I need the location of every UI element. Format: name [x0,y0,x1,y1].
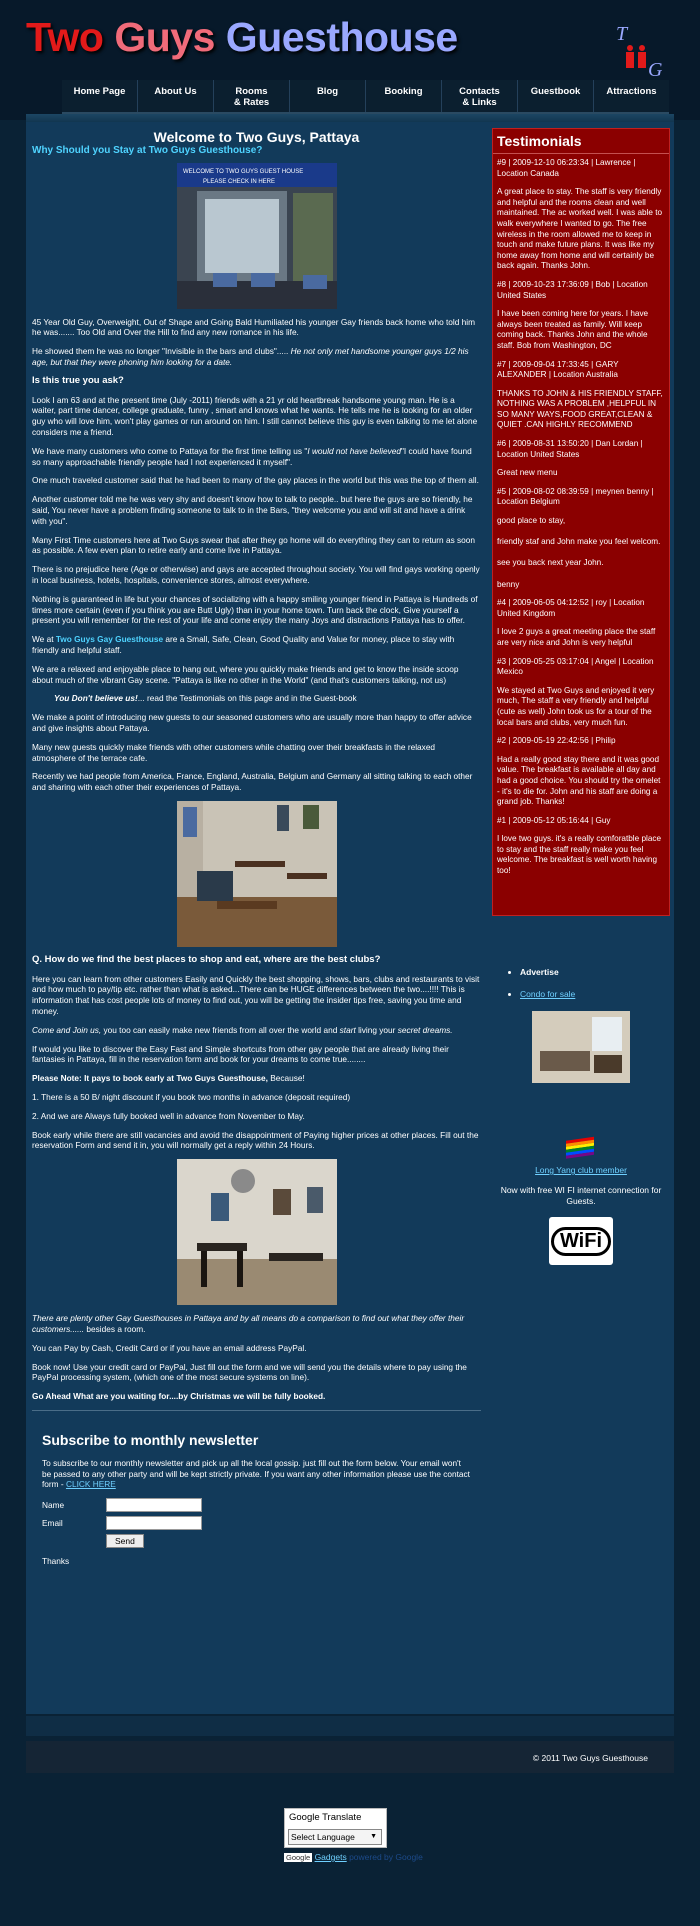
name-label: Name [42,1499,65,1510]
paragraph-16: Here you can learn from other customers Easily and Quickly the best shopping, shows, bars, clubs and restaurants to visit and how much to pay/tip etc. rather than what is asked...There can be HUGE differences between the two....!!!! This is information that has cost people lots of money to find out, you will be getting the insider tips free, saving you time and money. [32,973,480,1017]
paragraph-9: Nothing is guaranteed in life but your chances of socializing with a happy smiling younger friend in Pattaya is Hundreds of times more certain (even if you think you are Butt Ugly) than in your home town. Turn back the clock, Give yourself a present you will remember for the rest of your life and come enjoy the many Joys and distractions Pattaya has to offer. [32,593,478,626]
testimonial-head: #4 | 2009-06-05 04:12:52 | roy | Location United Kingdom [497,598,645,618]
footer-band [26,1716,674,1736]
question-1: Is this true you ask? [32,374,124,386]
p10-part-a: We at [32,634,56,645]
google-translate-widget [284,1808,387,1848]
condo-item [520,989,670,999]
question-2: Q. How do we find the best places to shop and eat, where are the best clubs? [32,953,381,965]
paragraph-7: Many First Time customers here at Two Guys swear that after they go home will do everything they can to return as soon as possible. A few even plan to retire early and come live in Pattaya. [32,534,476,556]
testimonial-body: I love 2 guys a great meeting place the staff are very nice and John is very helpful [497,627,656,647]
testimonial-head: #6 | 2009-08-31 13:50:20 | Dan Lordan | Location United States [497,439,643,459]
send-row [42,1534,471,1548]
paragraph-15: Recently we had people from America, France, England, Australia, Belgium and Germany all sitting talking to each other and sharing with each other their experiences of Pattaya. [32,771,473,793]
testimonial-head: #3 | 2009-05-25 03:17:04 | Angel | Location Mexico [497,656,654,677]
divider [32,1410,481,1411]
newsletter-thanks: Thanks [42,1556,70,1567]
svg-text:G: G [648,59,663,78]
page-subtitle: Why Should you Stay at Two Guys Guesthouse? [32,144,263,156]
paragraph-22: Book now! Use your credit card or PayPal, Just fill out the form and we will send you the details where to pay using the PayPal processing system, (which one of the most secure systems on line). [32,1361,467,1383]
paragraph-17 [32,1025,481,1036]
intro-paragraph: 45 Year Old Guy, Overweight, Out of Shape and Going Bald Humiliated his younger Gay friends back home who told him he was....... Too Old and Over the Hill to find any new romance in his life. [32,316,476,338]
p20-italic: There are plenty other Gay Guesthouses in Pattaya and by all means do a comparison to find out what they offer their customers...... [32,1313,465,1335]
wifi-logo [549,1217,613,1265]
club-section [492,1133,670,1265]
logo-word-2: Guys [114,14,215,60]
advertise-list [492,967,670,999]
advertise-label: Advertise [520,967,559,977]
paragraph-4 [32,446,481,468]
nav-home-label: Home Page [73,86,126,97]
nav-guestbook-label: Guestbook [530,86,581,97]
note-bold: Please Note: It pays to book early at Two Guys Guesthouse, [32,1073,268,1084]
paragraph-6: Another customer told me he was very shy and doesn't know how to talk to people.. but here the guys are so friendly, he said, You never have a problem finding someone to talk to in the Bars, "they welcome you and will sit and have a drink with you". [32,494,473,526]
advertise-heading [520,967,670,977]
note-tail: Because! [267,1073,305,1084]
name-row [42,1498,471,1512]
cafe-interior-photo [177,801,337,947]
testimonials-title: Testimonials [493,129,669,154]
paragraph-19: Book early while there are still vacancies and avoid the disappointment of Paying higher prices at other places. Fill out the reservation Form and send it in, you will normally get a reply within 24 Hours. [32,1129,479,1151]
testimonial-body: THANKS TO JOHN & HIS FRIENDLY STAFF, NOTHING WAS A PROBLEM ,HELPFUL IN SO MANY WAYS,FOOD GREAT,CLEAN & QUIET .CAN HIGHLY RECOMMEND [497,388,663,430]
testimonial-body: We stayed at Two Guys and enjoyed it very much, The staff a very friendly and helpful (cute as well) John took us for a tour of the local bars and clubs, very much fun. [497,685,655,727]
paragraph-14: Many new guests quickly make friends with other customers while chatting over their breakfasts in the relaxed atmosphere of the terrace cafe. [32,741,436,763]
email-label: Email [42,1517,63,1528]
nav-blog[interactable] [290,80,366,112]
p2-part-b: He not only met handsome younger guys 1/2 his age, but that they were phoning him looking for a date. [32,346,469,367]
testimonial-body: good place to stay, friendly staf and John make you feel welcom. see you back next year John. benny [497,516,661,589]
p17-part-e: secret dreams. [397,1024,453,1035]
paragraph-21: You can Pay by Cash, Credit Card or if you have an email address PayPal. [32,1342,307,1353]
p4-part-b: I would not have believed [307,445,401,456]
newsletter-text [42,1458,471,1490]
logo-word-1: Two [26,14,104,60]
nav-rooms[interactable] [214,80,290,112]
guesthouse-front-photo [177,163,337,309]
club-link[interactable]: Long Yang club member [535,1165,627,1175]
newsletter-title: Subscribe to monthly newsletter [42,1432,259,1449]
nav-attractions-label: Attractions [606,86,657,97]
nav-contacts-label: Contacts [459,86,500,97]
paragraph-10 [32,634,481,656]
newsletter-section [32,1432,481,1567]
main-nav [62,80,669,114]
paragraph-13: We make a point of introducing new guests to our seasoned customers who are usually more than happy to offer advice and give insights about Pattaya. [32,712,472,733]
send-button[interactable]: Send [106,1534,144,1548]
main-column [26,128,487,1575]
google-logo-icon: Google [286,1853,311,1862]
language-select[interactable] [288,1829,382,1845]
language-select-label: Select Language [291,1832,355,1842]
gadgets-link[interactable]: Gadgets [314,1852,347,1862]
testimonial-head: #9 | 2009-12-10 06:23:34 | Lawrence | Location Canada [497,158,636,178]
testimonials-list [493,154,669,889]
wifi-icon: WiFi [551,1227,611,1256]
p12-part-a: You Don't believe us! [54,693,138,704]
benefit-1: 1. There is a 50 B/ night discount if you book two months in advance (deposit required) [32,1092,351,1103]
p17-part-b: you too can easily make new friends from all over the world and [101,1024,340,1035]
paragraph-3: Look I am 63 and at the present time (July -2011) friends with a 21 yr old heartbreak handsome young man. He is a waiter, part time dancer, college graduate, funny , smart and knows what he wants. He tells me he is looking for an older guy who will love him, won't play games or run around on him. I still cannot believe this guy is even talking to me let alone considers me a friend. [32,394,478,437]
p4-part-c: "I could have found so many approachable friendly people had I not experienced it myself". [32,445,472,467]
nav-underline [26,114,674,122]
header [0,0,700,120]
nav-contacts[interactable] [442,80,518,112]
nav-blog-label: Blog [316,86,339,97]
email-row [42,1516,471,1530]
copyright-bar [26,1741,674,1773]
nav-home[interactable] [62,80,138,112]
nav-booking[interactable] [366,80,442,112]
page-title: Welcome to Two Guys, Pattaya [153,129,360,145]
testimonial-body: I love two guys. it's a really comforatble place to stay and the staff really make you feel welcome. The breakfast is well worth having too! [497,834,662,876]
paragraph-2 [32,346,481,368]
name-input[interactable] [106,1498,202,1512]
benefit-2: 2. And we are Always fully booked well in advance from November to May. [32,1110,305,1121]
rainbow-flag-icon [564,1133,598,1159]
paragraph-18: If would you like to discover the Easy Fast and Simple shortcuts from other gay people that are already living their fantasies in Pattaya, fill in the reservation form and book for your dreams to come true........ [32,1043,449,1065]
testimonial-head: #7 | 2009-09-04 17:33:45 | GARY ALEXANDER | Location Australia [497,359,619,380]
testimonial-head: #2 | 2009-05-19 22:42:56 | Philip [497,736,616,746]
p10-part-b: Two Guys Gay Guesthouse [55,634,164,645]
advertise-section [492,967,670,1265]
nav-contacts-sublabel: & Links [462,97,497,108]
chevron-down-icon: ▼ [370,1833,377,1840]
testimonials-panel [492,128,670,916]
p4-part-a: We have many customers who come to Pattaya for the first time telling us " [32,445,308,456]
testimonial-body: A great place to stay. The staff is very friendly and helpful and the rooms clean and well maintained. The ac worked well. I was able to walk everywhere I wanted to go. The free wireless in the room allowed me to keep in touch and make future plans. It was like my home away from home and will certainly be back again. Thanks John. [497,187,663,271]
gt-title: Google Translate [289,1812,362,1823]
nav-attractions[interactable] [594,80,669,112]
nav-guestbook[interactable] [518,80,594,112]
svg-text:T: T [616,23,628,45]
testimonial-body: I have been coming here for years. I have always been treated as family. Will keep coming back. Thanks John and the whole staff. Bob from Washington, DC [497,309,649,350]
p17-part-c: start [339,1024,356,1035]
p10-part-c: are a Small, Safe, Clean, Good Quality and Value for money, place to stay with friendly and helpful staff. [32,634,455,655]
paragraph-5: One much traveled customer said that he had been to many of the gay places in the world but this was the top of them all. [32,475,479,486]
sign-line-1: WELCOME TO TWO GUYS GUEST HOUSE [182,168,303,175]
tg-logo-icon [612,18,672,78]
nav-about-label: About Us [154,86,197,97]
wifi-text: Now with free WI FI internet connection for Guests. [500,1185,662,1206]
paragraph-12 [32,693,481,704]
newsletter-contact-link[interactable]: CLICK HERE [65,1479,116,1490]
email-input[interactable] [106,1516,202,1530]
p20-tail: besides a room. [84,1324,146,1335]
condo-photo[interactable] [532,1011,630,1083]
testimonial-head: #1 | 2009-05-12 05:16:44 | Guy [497,815,611,825]
gadgets-powered: powered by Google [349,1852,423,1862]
copyright-text: © 2011 Two Guys Guesthouse [532,1753,648,1763]
booking-note [32,1073,481,1084]
condo-link[interactable]: Condo for sale [520,989,576,999]
paragraph-23: Go Ahead What are you waiting for....by Christmas we will be fully booked. [32,1391,326,1402]
nav-rooms-label: Rooms [235,86,268,97]
testimonial-body: Had a really good stay there and it was good value. The breakfast is available all day and had a good choice. You should try the omelet - it's to die for. John and his staff are doing a grand job. Thanks! [497,754,661,807]
page-content [26,122,674,1714]
newsletter-desc: To subscribe to our monthly newsletter and pick up all the local gossip. just fill out the form below. Your email won't be passed to any other party and will be kept strictly private. If you want any other information please use the contact form - [42,1457,470,1490]
testimonial-head: #8 | 2009-10-23 17:36:09 | Bob | Location United States [497,279,648,300]
dining-room-photo [177,1159,337,1305]
p12-part-b: ... read the Testimonials on this page and in the Guest-book [137,693,357,704]
paragraph-8: There is no prejudice here (Age or otherwise) and gays are accepted throughout society. You will find gays working openly in local business, hotels, hospitals, convenience stores, almost everywhere. [32,564,480,585]
paragraph-20 [32,1313,481,1335]
logo-word-3: Guesthouse [225,14,458,60]
testimonial-head: #5 | 2009-08-02 08:39:59 | meynen benny | Location Belgium [497,486,654,507]
nav-rooms-sublabel: & Rates [233,97,270,108]
p17-part-d: living your [355,1024,398,1035]
site-logo[interactable] [26,14,458,61]
nav-booking-label: Booking [384,86,423,97]
p2-part-a: He showed them he was no longer "Invisible in the bars and clubs"..... [32,346,291,357]
sign-line-2: PLEASE CHECK IN HERE [202,178,275,185]
gadgets-bar [284,1852,423,1862]
paragraph-11: We are a relaxed and enjoyable place to hang out, where you quickly make friends and get to know the inside scoop about much of the vibrant Gay scene. "Pattaya is like no other in the World" (and that's customers talking, not us) [32,663,459,685]
testimonial-body: Great new menu [497,468,558,478]
nav-about[interactable] [138,80,214,112]
p17-part-a: Come and Join us, [32,1024,102,1035]
